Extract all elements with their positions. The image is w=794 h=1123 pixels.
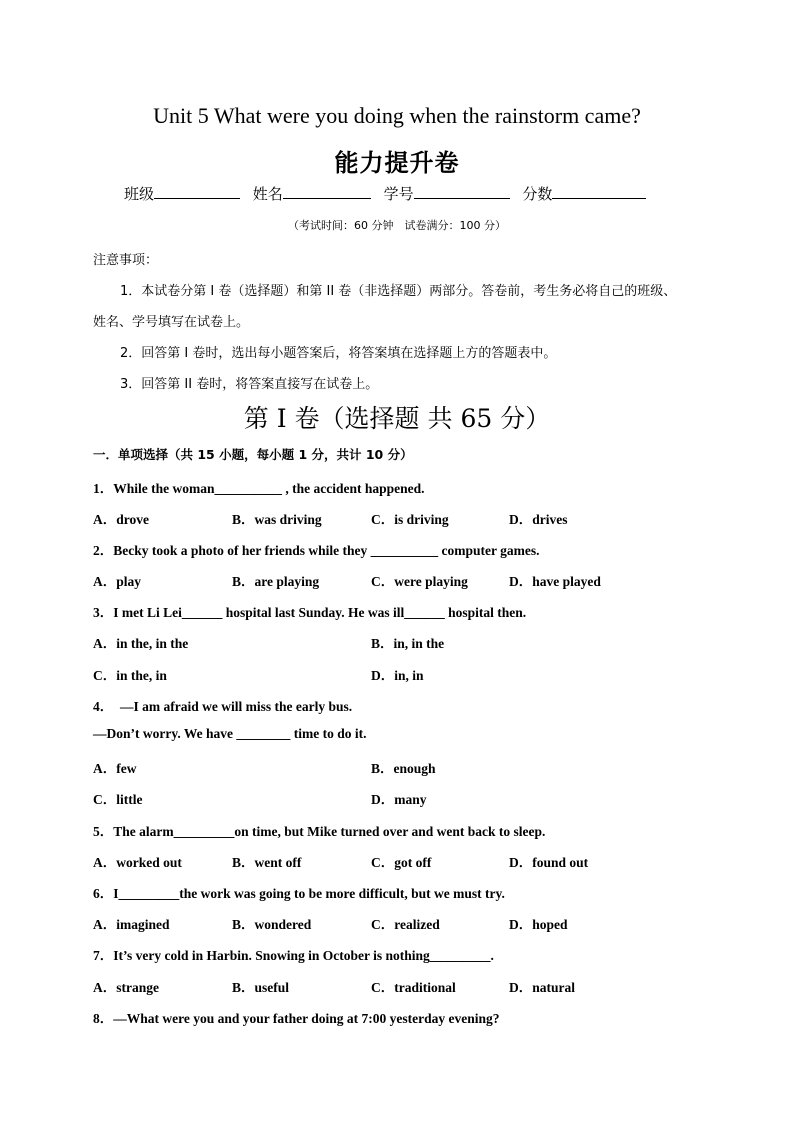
section-title: 第 I 卷（选择题 共 65 分） bbox=[243, 404, 551, 433]
q3-option-b: B．in, in the bbox=[371, 636, 445, 651]
name-label: 姓名 bbox=[252, 185, 283, 203]
score-label: 分数 bbox=[522, 185, 553, 203]
q4-option-a: A．few bbox=[93, 761, 137, 776]
class-label: 班级 bbox=[124, 185, 155, 203]
q4-option-d: D．many bbox=[371, 792, 427, 807]
student-id-label: 学号 bbox=[383, 185, 414, 203]
q1-option-b: B．was driving bbox=[232, 512, 322, 527]
notice-item-3: 3．回答第 II 卷时，将答案直接写在试卷上。 bbox=[120, 377, 379, 392]
q5-option-a: A．worked out bbox=[93, 855, 182, 870]
q7-option-b: B．useful bbox=[232, 980, 290, 995]
q6-option-a: A．imagined bbox=[93, 917, 170, 932]
q3-option-c: C．in the, in bbox=[93, 668, 167, 683]
part-title: 一．单项选择（共 15 小题，每小题 1 分，共计 10 分） bbox=[93, 447, 413, 462]
question-3: 3．I met Li Lei______ hospital last Sunday. He was ill______ hospital then. bbox=[93, 605, 527, 620]
student-info-row bbox=[124, 183, 684, 204]
question-6: 6．I_________the work was going to be more difficult, but we must try. bbox=[93, 886, 505, 901]
q5-option-c: C．got off bbox=[371, 855, 432, 870]
question-1: 1．While the woman__________ , the accident happened. bbox=[93, 481, 425, 496]
question-7: 7．It’s very cold in Harbin. Snowing in October is nothing_________. bbox=[93, 948, 494, 963]
q7-option-c: C．traditional bbox=[371, 980, 456, 995]
q1-option-a: A．drove bbox=[93, 512, 149, 527]
student-id-blank bbox=[414, 184, 510, 199]
score-blank bbox=[552, 184, 646, 199]
q4-option-b: B．enough bbox=[371, 761, 436, 776]
q4-option-c: C．little bbox=[93, 792, 143, 807]
notice-heading: 注意事项： bbox=[93, 253, 159, 268]
notice-item-1-continued: 姓名、学号填写在试卷上。 bbox=[93, 315, 250, 330]
q2-option-a: A．play bbox=[93, 574, 142, 589]
q2-option-b: B．are playing bbox=[232, 574, 320, 589]
question-4-reply: —Don’t worry. We have ________ time to do it. bbox=[93, 726, 367, 741]
q6-option-d: D．hoped bbox=[509, 917, 568, 932]
chinese-title: 能力提升卷 bbox=[334, 149, 460, 177]
q6-option-b: B．wondered bbox=[232, 917, 312, 932]
q3-option-a: A．in the, in the bbox=[93, 636, 189, 651]
q1-option-c: C．is driving bbox=[371, 512, 449, 527]
english-title: Unit 5 What were you doing when the rainstorm came? bbox=[153, 103, 641, 128]
q2-option-c: C．were playing bbox=[371, 574, 468, 589]
q7-option-d: D．natural bbox=[509, 980, 576, 995]
question-8: 8．—What were you and your father doing at 7:00 yesterday evening? bbox=[93, 1011, 500, 1026]
q5-option-b: B．went off bbox=[232, 855, 302, 870]
q7-option-a: A．strange bbox=[93, 980, 159, 995]
q3-option-d: D．in, in bbox=[371, 668, 424, 683]
q5-option-d: D．found out bbox=[509, 855, 589, 870]
q1-option-d: D．drives bbox=[509, 512, 568, 527]
exam-time-note: （考试时间：60 分钟 试卷满分：100 分） bbox=[288, 219, 506, 232]
notice-item-2: 2．回答第 I 卷时，选出每小题答案后，将答案填在选择题上方的答题表中。 bbox=[120, 346, 557, 361]
question-5: 5．The alarm_________on time, but Mike turned over and went back to sleep. bbox=[93, 824, 546, 839]
name-blank bbox=[283, 184, 371, 199]
q6-option-c: C．realized bbox=[371, 917, 440, 932]
q2-option-d: D．have played bbox=[509, 574, 601, 589]
question-2: 2．Becky took a photo of her friends while they __________ computer games. bbox=[93, 543, 540, 558]
question-4: 4． —I am afraid we will miss the early bus. bbox=[93, 699, 353, 714]
class-blank bbox=[154, 184, 240, 199]
notice-item-1: 1．本试卷分第 I 卷（选择题）和第 II 卷（非选择题）两部分。答卷前，考生务必将自己的班级、 bbox=[120, 284, 677, 299]
